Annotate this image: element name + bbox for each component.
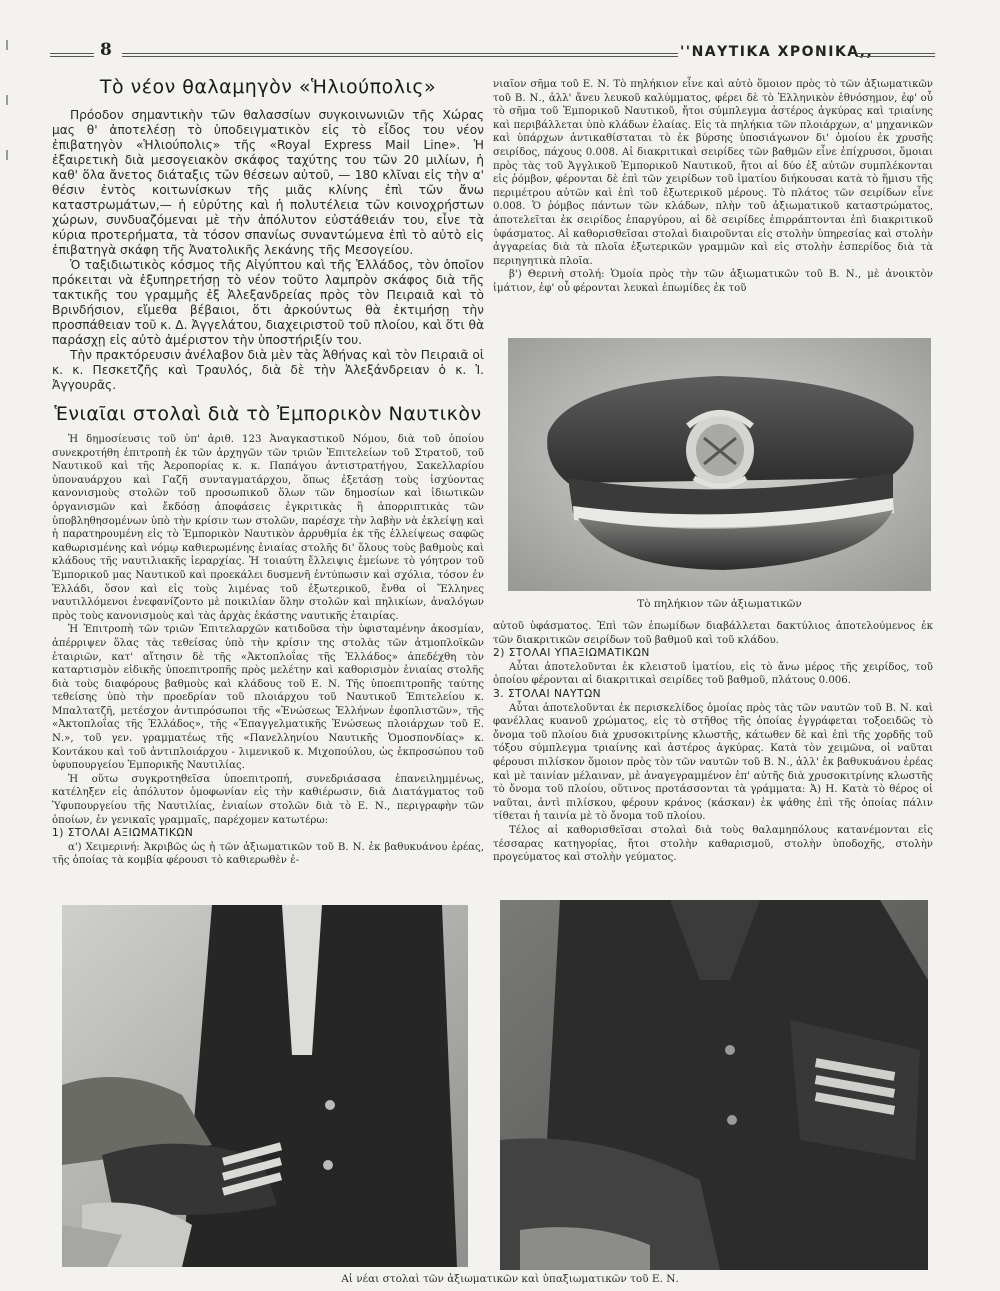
cap-photo-caption: Τὸ πηλήκιον τῶν ἀξιωματικῶν — [637, 598, 802, 610]
paragraph: Τὴν πρακτόρευσιν ἀνέλαβον διὰ μὲν τὰς Ἀθήνας καὶ τὸν Πειραιᾶ οἱ κ. κ. Πεσκετζῆς καὶ Τραυλός, διὰ δὲ τὴν Ἀλεξάνδρειαν ὁ κ. Ἰ. Ἀγγουρᾶς. — [52, 348, 484, 392]
paragraph: νιαῖον σῆμα τοῦ Ε. Ν. Τὸ πηλήκιον εἶνε καὶ αὐτὸ ὅμοιον πρὸς τὸ τῶν ἀξιωματικῶν τοῦ Β. Ν., ἀλλ' ἄνευ λευκοῦ καλύμματος, φέρει δὲ τὸ Ἑλληνικὸν ἐθνόσημον, ἐφ' οὗ τὸ σῆμα τοῦ Ἐμπορικοῦ Ναυτικοῦ, ἤτοι σύμπλεγμα ἀστέρος ἀγκύρας καὶ τριαίνης καὶ περιβάλλεται ὑπὸ κλάδων ἐλαίας. Εἰς τὰ πηλήκια τῶν πλοιάρχων, α' μηχανικῶν καὶ ὑπάρχων ἀντικαθίσταται τὸ ἐκ βύρσης ὑποσιάγωνον δι' ὁμοίου ἐκ χρυσῆς σειρίδος, πάχους 0.008. Αἱ διακριτικαὶ σειρίδες τῶν βαθμῶν εἶνε ἐπίχρυσοι, ὅμοιαι πρὸς τὰς τοῦ Ἀγγλικοῦ Ἐμπορικοῦ Ναυτικοῦ, ἤτοι αἱ δύο ἐξ αὐτῶν συμπλέκονται εἰς ῥόμβον, φέρονται δὲ ἐπὶ τῶν χειρίδων τοῦ ἱματίου διήκουσαι κατὰ τὸ ἥμισυ τῆς περιμέτρου αὐτῶν καὶ ἐπὶ τοῦ ἐξωτερικοῦ μέρους. Τὸ πλάτος τῶν σειρίδων εἶνε 0.008. Ὁ ῥόμβος πάντων τῶν κλάδων, πλὴν τοῦ ἀξιωματικοῦ καταστρώματος, ἀποτελεῖται ἐκ σειρίδος ἐπαργύρου, αἱ δὲ σειρίδες ἐπιρράπτονται ἐπὶ διακριτικοῦ ὑφάσματος. Αἱ καθορισθεῖσαι στολαὶ διαιροῦνται εἰς στολὴν ὑπηρεσίας καὶ στολὴν ἀγγαρείας διὰ τὰ πλοῖα ἐξωτερικῶν γραμμῶν καὶ εἰς στολὴν ἑσπερίδος διὰ τὰ περιηγητικὰ πλοῖα. — [493, 79, 933, 267]
paragraph: Πρόοδον σημαντικὴν τῶν θαλασσίων συγκοινωνιῶν τῆς Χώρας μας θ' ἀποτελέσῃ τὸ ὑποδειγματικὸν εἰς τὸ εἶδος του νέον ἐπιβατηγὸν «Ἡλιούπολις» τῆς «Royal Express Mail Line». Ἡ ἐξαιρετικὴ διὰ μεσογειακὸν σκάφος ταχύτης του τῶν 20 μιλίων, ἡ καθ' ὅλα ἄνετος διάταξις τῶν θέσεων αὐτοῦ, — 180 κλῖναι εἰς τὴν α' θέσιν ἐντὸς κοιτωνίσκων τῆς μιᾶς κλίνης ἐπὶ τῶν ἄνω καταστρωμάτων,— ἡ εὐρύτης καὶ ἡ πολυτέλεια τῶν κοινοχρήστων χώρων, συνδυαζόμεναι μὲ τὴν ἀπόλυτον εὐστάθειάν του, εἶνε τὰ κύρια προτερήματα, τὰ τόσον σπανίως συναντώμενα ἐπὶ τὸ αὐτὸ εἰς ἐπιβατηγὰ σκάφη τῆς Ἀνατολικῆς λεκάνης τῆς Μεσογείου. — [52, 108, 484, 257]
paragraph: Αὗται ἀποτελοῦνται ἐκ περισκελίδος ὁμοίας πρὸς τὰς τῶν ναυτῶν τοῦ Β. Ν. καὶ φανέλλας κυανοῦ χρώματος, εἰς τὸ στῆθος τῆς ὁποίας ἐγγράφεται τοξοειδῶς τὸ ὄνομα τοῦ πλοίου διὰ χρυσοκιτρίνης κλωστῆς, κάτωθεν δὲ καὶ ἐπὶ τῆς χορδῆς τοῦ τόξου σύμπλεγμα τριαίνης καὶ ἀστέρος ἀγκύρας. Κατὰ τὸν χειμῶνα, οἱ ναῦται φέρουσι πιλίσκον ὅμοιον πρὸς τὸν τῶν ναυτῶν τοῦ Β. Ν., ἀλλ' ἐκ βαθυκυάνου ἐρέας καὶ μὲ ταινίαν μέλαιναν, μὲ ἀναγεγραμμένον ἐπ' αὐτῆς διὰ χρυσοκιτρίνης κλωστῆς τὸ ὄνομα τοῦ πλοίου, οὕτινος προτάσσονται τὰ γράμματα: Ἀ) Η. Κατὰ τὸ θέρος οἱ ναῦται, ἀντὶ πιλίσκου, φέρουν κράνος (κάσκαν) ἐκ ψάθης ἐπὶ τῆς ὁποίας πάλιν τίθεται ἡ ταινία μὲ τὸ ὄνομα τοῦ πλοίου. — [493, 702, 933, 823]
paragraph: β') Θερινὴ στολή: Ὁμοία πρὸς τὴν τῶν ἀξιωματικῶν τοῦ Β. Ν., μὲ ἀνοικτὸν ἱμάτιον, ἐφ' οὗ φέρονται λευκαὶ ἐπωμίδες ἐκ τοῦ — [493, 269, 933, 294]
left-column — [52, 76, 484, 868]
petty-officer-uniform-photo — [500, 900, 928, 1270]
bottom-photos-caption: Αἱ νέαι στολαὶ τῶν ἀξιωματικῶν καὶ ὑπαξιωματικῶν τοῦ Ε. Ν. — [341, 1273, 679, 1285]
publication-title: ''ΝΑΥΤΙΚΑ ΧΡΟΝΙΚΑ,, — [680, 44, 874, 60]
officer-uniform-photo — [62, 905, 468, 1267]
paragraph: Ἡ δημοσίευσις τοῦ ὑπ' ἀριθ. 123 Ἀναγκαστικοῦ Νόμου, διὰ τοῦ ὁποίου συνεκροτήθη ἐπιτροπὴ ἐκ τῶν ἀρχηγῶν τῶν τριῶν Ἐπιτελείων τοῦ Στρατοῦ, τοῦ Ναυτικοῦ καὶ τῆς Ἀεροπορίας κ. κ. Παπάγου ἀντιστρατήγου, Σακελλαρίου ὑποναυάρχου καὶ Γαζῆ συνταγματάρχου, ὅπως ἐξετάσῃ τοὺς ἰσχύοντας κανονισμοὺς στολῶν τοῦ προσωπικοῦ ὅλων τῶν δημοσίων καὶ ἰδιωτικῶν ὀργανισμῶν καὶ ἔκδόσῃ ἀποφάσεις ἐγκριτικὰς ἢ ἀπορριπτικὰς τῶν ὑποβληθησομένων ὑπὸ τὴν κρίσιν των στολῶν, παρέσχε τὴν λαβὴν νὰ ἐκλείψῃ καὶ ἡ παρατηρουμένη εἰς τὸ Ἐμπορικὸν Ναυτικὸν ἀρρυθμία ἐκ τῆς ἐλλείψεως σαφῶς καθωρισμένης καὶ νόμῳ καθιερωμένης ἑνιαίας στολῆς δι' ὅλους τοὺς βαθμοὺς καὶ κλάδους τῆς ναυτιλιακῆς ἱεραρχίας. Ἡ τοιαύτη ἔλλειψις ἐμείωνε τὸ γόητρον τοῦ Ἐμπορικοῦ μας Ναυτικοῦ καὶ προεκάλει δυσμενῆ ἐντύπωσιν καὶ σχόλια, τόσον ἐν Ἑλλάδι, ὅσον καὶ εἰς τοὺς λιμένας τοῦ ἐξωτερικοῦ, ἔνθα οἱ Ἕλληνες ναυτιλλόμενοι ἐνεφανίζοντο μὲ ποικιλίαν ὅλην στολῶν καὶ πηλικίων, ἀναλόγων πρὸς τοὺς κανονισμοὺς καὶ τὰς ἀρχὰς ἑκάστης ναυτικῆς ἑταιρίας. — [52, 434, 484, 622]
officer-cap-photo — [508, 338, 931, 591]
section-heading-officers: 1) ΣΤΟΛΑΙ ΑΞΙΩΜΑΤΙΚΩΝ — [52, 827, 194, 840]
page-number: 8 — [100, 40, 112, 60]
paragraph: Τέλος αἱ καθορισθεῖσαι στολαὶ διὰ τοὺς θαλαμηπόλους κατανέμονται εἰς τέσσαρας κατηγορίας, ἤτοι στολὴν καθαρισμοῦ, στολὴν ὑποδοχῆς, στολὴν προγεύματος καὶ στολὴν γεύματος. — [493, 824, 933, 864]
binding-mark — [6, 95, 8, 105]
section-heading-sailors: 3. ΣΤΟΛΑΙ ΝΑΥΤΩΝ — [493, 687, 602, 700]
article-title-heliopolis: Τὸ νέον θαλαμηγὸν «Ἡλιούπολις» — [99, 76, 437, 98]
section-heading-petty-officers: 2) ΣΤΟΛΑΙ ΥΠΑΞΙΩΜΑΤΙΚΩΝ — [493, 647, 650, 660]
paragraph: α') Χειμερινή: Ἀκριβῶς ὡς ἡ τῶν ἀξιωματικῶν τοῦ Β. Ν. ἐκ βαθυκυάνου ἐρέας, τῆς ὁποίας τὰ κομβία φέρουσι τὸ καθιερωθὲν ἐ- — [52, 841, 484, 867]
right-column-top — [493, 78, 933, 296]
header-rule-left — [50, 53, 94, 57]
binding-mark — [6, 150, 8, 160]
article-title-uniforms: Ἑνιαῖαι στολαὶ διὰ τὸ Ἐμπορικὸν Ναυτικὸν — [54, 403, 482, 425]
paragraph: Αὗται ἀποτελοῦνται ἐκ κλειστοῦ ἱματίου, εἰς τὸ ἄνω μέρος τῆς χειρίδος, τοῦ ὁποίου φέρονται αἱ διακριτικαὶ σειρίδες τοῦ βαθμοῦ, πλάτους 0.006. — [493, 661, 933, 687]
paragraph: Ἡ οὕτω συγκροτηθεῖσα ὑποεπιτροπή, συνεδριάσασα ἐπανειλημμένως, κατέληξεν εἰς ἀπόλυτον ὁμοφωνίαν εἰς τὴν καθιέρωσιν, διὰ Διατάγματος τοῦ Ὑφυπουργείου τῆς Ναυτιλίας, ἑνιαίων στολῶν διὰ τὸ Ε. Ν., περιγραφὴν τῶν ὁποίων, ἐν γενικαῖς γραμμαῖς, παρέχομεν κατωτέρω: — [52, 773, 484, 826]
paragraph: Ὁ ταξιδιωτικὸς κόσμος τῆς Αἰγύπτου καὶ τῆς Ἑλλάδος, τὸν ὁποῖον πρόκειται νὰ ἐξυπηρετήσῃ τὸ νέον τοῦτο λαμπρὸν σκάφος διὰ τῆς τακτικῆς του γραμμῆς ἐξ Ἀλεξανδρείας πρὸς τὸν Πειραιᾶ καὶ τὸ Βρινδήσιον, εἴμεθα βέβαιοι, ὅτι ἀρκούντως θὰ ἐκτιμήσῃ τὴν προσπάθειαν τοῦ κ. Δ. Ἀγγελάτου, διαχειριστοῦ τοῦ πλοίου, καὶ ὅτι θὰ παράσχῃ εἰς αὐτὸ ἀμέριστον τὴν ὑποστήριξίν του. — [52, 258, 484, 347]
right-column-middle — [493, 620, 933, 865]
binding-mark — [6, 40, 8, 50]
paragraph: Ἡ Ἐπιτροπὴ τῶν τριῶν Ἐπιτελαρχῶν κατιδοῦσα τὴν ὑφισταμένην ἀκοσμίαν, ἀπέρριψεν ὅλας τὰς τεθείσας ὑπὸ τὴν κρίσιν της στολὰς τῶν ἀτμοπλοϊκῶν ἑταιριῶν, κατ' αἴτησιν δὲ τῆς «Ἀκτοπλοΐας τῆς Ἑλλάδος» ἀπεδέχθη τὸν καταρτισμὸν εἰδικῆς ὑποεπιτροπῆς πρὸς μελέτην καὶ καθορισμὸν ἑνιαίας στολῆς διὰ τοὺς διαφόρους βαθμοὺς καὶ κλάδους τοῦ Ε. Ν. Τῆς ὑποεπιτροπῆς ταύτης τεθείσης ὑπὸ τὴν προεδρίαν τοῦ πλοιάρχου τοῦ Ναυτικοῦ Ἐπιτελείου κ. Μπαλτατζῆ, μετέσχον ἀντιπρόσωποι τῆς «Ἑνώσεως Ἑλλήνων ἐφοπλιστῶν», τῆς «Ἀκτοπλοΐας τῆς Ἑλλάδος», τῆς «Ἐπαγγελματικῆς Ἑνώσεως πλοιάρχων τοῦ Ε. Ν.», τοῦ γεν. γραμματέως τῆς «Πανελληνίου Ναυτικῆς Ὁμοσπονδίας» κ. Κοντάκου καὶ τοῦ ἀντιπλοιάρχου - λιμενικοῦ κ. Μιχοπούλου, ὡς ἐκπροσώπου τοῦ ὑφυπουργείου Ἐμπορικῆς Ναυτιλίας. — [52, 624, 484, 772]
paragraph: αὐτοῦ ὑφάσματος. Ἐπὶ τῶν ἐπωμίδων διαβάλλεται δακτύλιος ἀποτελούμενος ἐκ τῶν διακριτικῶν σειρίδων τοῦ βαθμοῦ καὶ τοῦ κλάδου. — [493, 621, 933, 646]
page-header — [50, 40, 935, 70]
header-rule-right — [856, 53, 935, 57]
header-rule-middle — [122, 53, 678, 57]
